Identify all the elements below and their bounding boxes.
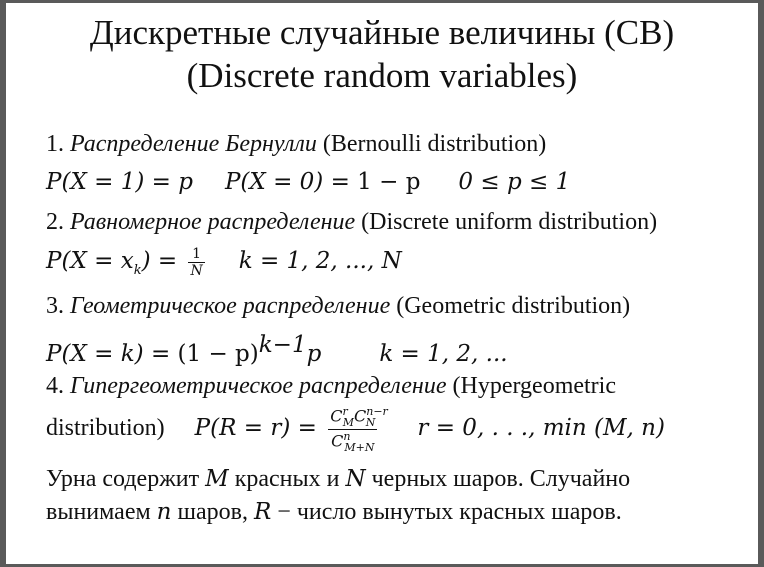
item-name-en: (Bernoulli distribution): [322, 131, 547, 157]
formula-range: k = 1, 2, ...: [379, 341, 508, 367]
uniform-formula: [46, 241, 402, 291]
symbol-n: n: [156, 499, 172, 525]
hypergeometric-formula: [46, 399, 665, 457]
formula-lhs-end: ) =: [141, 248, 185, 274]
item-uniform-heading: [46, 207, 657, 237]
formula-eq2-rhs: 1 − p: [357, 169, 421, 195]
item-number: 4.: [46, 373, 64, 399]
title-line-ru: Дискретные случайные величины (СВ): [89, 13, 675, 52]
note-line-1: Урна содержит M красных и N черных шаров. Случайно: [46, 466, 631, 492]
slide: [6, 3, 758, 564]
formula-lhs: P(R = r) =: [194, 415, 325, 441]
fraction-numerator: 1: [188, 246, 204, 263]
formula-exponent: k−1: [258, 332, 307, 358]
item-hypergeometric-heading: [46, 371, 616, 401]
item-number: 1.: [46, 131, 64, 157]
item-name-en-cont: distribution): [46, 415, 165, 441]
item-geometric-heading: [46, 291, 630, 321]
item-bernoulli-heading: [46, 129, 546, 159]
formula-constraint: 0 ≤ p ≤ 1: [458, 169, 571, 195]
geometric-formula: [46, 330, 508, 369]
fraction-numerator: $C^r_MC^{n-r}_N$: [330, 405, 388, 429]
fraction-denominator: N: [190, 262, 203, 279]
title-line-en: (Discrete random variables): [186, 56, 578, 95]
formula-range: k = 1, 2, ..., N: [238, 248, 402, 274]
item-name-ru: Равномерное распределение: [70, 209, 356, 235]
item-number: 3.: [46, 293, 64, 319]
item-name-en: (Discrete uniform distribution): [361, 209, 658, 235]
symbol-M: M: [205, 466, 229, 492]
item-name-ru: Гипергеометрическое распределение: [70, 373, 447, 399]
item-name-ru: Геометрическое распределение: [70, 293, 391, 319]
symbol-N: N: [345, 466, 366, 492]
slide-title: [6, 11, 758, 97]
formula-eq1-rhs: p: [178, 169, 193, 195]
formula-lhs: P(X = x: [46, 248, 134, 274]
formula-eq2-lhs: P(X = 0) =: [224, 169, 358, 195]
bernoulli-formula: [46, 167, 570, 197]
item-number: 2.: [46, 209, 64, 235]
item-name-en: (Hypergeometric: [452, 373, 616, 399]
fraction-denominator: $C^n_{M+N}$: [331, 429, 375, 454]
note-line-2: вынимаем n шаров, R − число вынутых красных шаров.: [46, 499, 622, 525]
item-name-ru: Распределение Бернулли: [70, 131, 317, 157]
formula-fraction: [188, 246, 204, 279]
formula-fraction: [328, 405, 388, 454]
formula-lhs: P(X = k) =: [46, 341, 178, 367]
formula-lhs-sub: k: [133, 262, 142, 278]
formula-eq1-lhs: P(X = 1) =: [46, 169, 179, 195]
formula-range: r = 0, . . ., min (M, n): [417, 415, 665, 441]
item-name-en: (Geometric distribution): [396, 293, 631, 319]
symbol-R: R: [253, 499, 272, 525]
formula-tail: p: [306, 341, 322, 367]
formula-base: (1 − p): [177, 341, 259, 367]
